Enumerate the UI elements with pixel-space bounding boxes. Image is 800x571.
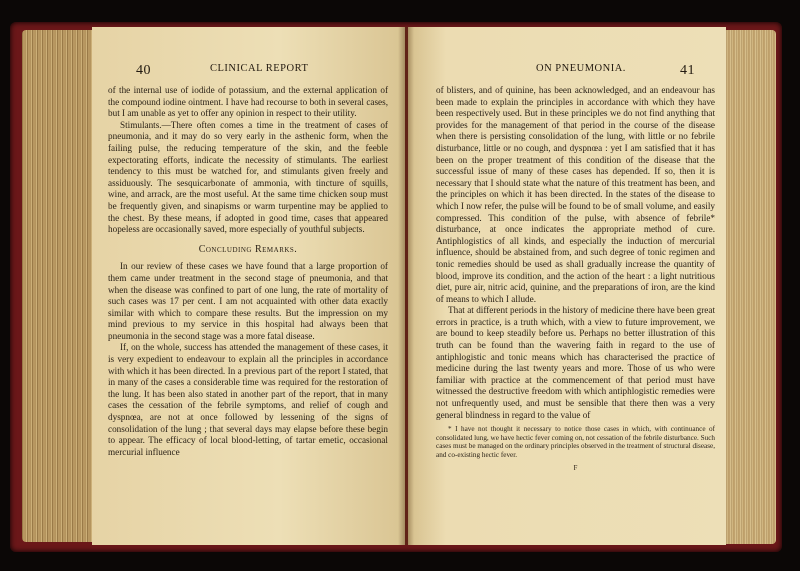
paragraph: of blisters, and of quinine, has been acknowledged, and an endeavour has been made to explain the principles in accordance with which they have been respectively used. But in these principles we do not find anything that provides for the management of that period in the course of the disease when there is persisting consolidation of the lung, with little or no febrile disturbance, little or no cough, and dyspnœa : yet I am satisfied that it has been on the proper treatment of this condition of the disease that the successful issue of many of these cases has depended. If so, then it is necessary that I should state what the nature of this treatment has been, and the principles on which it has been directed. In the states of the disease to which I now refer, the pulse will be found to be of small volume, and easily compressed. This condition of the pulse, with absence of febrile* disturbance, at once indicates the appropriate method of cure. Antiphlogistics of all kinds, and especially the induction of mercurial influence, should be abstained from, and such degree of tonic regimen and tonic remedies should be used as shall gradually increase the quantity of blood, improve its condition, and the action of the heart : a light nutritious diet, pure air, nitric acid, quinine, and the preparations of iron, are the kind of means to which I allude. <box>436 85 715 304</box>
left-page <box>92 27 405 545</box>
page-edges-left <box>22 30 94 542</box>
paragraph: of the internal use of iodide of potassium, and the external application of the compound iodine ointment. I have had recourse to both in several cases, but I am unable as yet to offer any opinion in respect to their utility. <box>108 85 388 119</box>
paragraph: Stimulants.—There often comes a time in the treatment of cases of pneumonia, and it may do so very early in the asthenic form, when the failing pulse, the reducing temperature of the skin, and the feeble expectorating efforts, indicate the necessity of stimulants. The earliest tendency to this must be watched for, and stimulants given freely and assiduously. The sesquicarbonate of ammonia, with tincture of squills, wine, and arrack, are the most useful. At the same time chicken soup must be frequently given, and sinapisms or warm turpentine may be applied to the chest. By these means, if adopted in good time, cases that appeared hopeless are occasionally saved, more especially of youthful subjects. <box>108 119 388 235</box>
left-body-text <box>108 85 388 458</box>
signature-mark: F <box>573 463 578 472</box>
paragraph: In our review of these cases we have found that a large proportion of them came under treatment in the second stage of pneumonia, and that when the disease was confined to part of one lung, the rate of mortality of such cases was 17 per cent. I am not acquainted with other data exactly similar with which to compare these results. But the impression on my mind previous to my service in this hospital had always been that pneumonia in the second stage was a more fatal disease. <box>108 261 388 341</box>
right-page <box>408 27 726 545</box>
section-title: Concluding Remarks. <box>198 243 298 255</box>
left-page-number: 40 <box>136 63 151 78</box>
paragraph: If, on the whole, success has attended the management of these cases, it is very expedient to endeavour to explain all the principles in accordance with which it has been directed. In a previous part of the report I stated, that in many of the cases a considerable time was required for the restoration of the lung. It has been also stated in another part of the report, that in many cases the cessation of the febrile symptoms, and relief of cough and dyspnœa, are not at once followed by lessening of the signs of consolidation of the lung ; that several days may elapse before these begin to appear. The efficacy of local blood-letting, of tartar emetic, occasional mercurial influence <box>108 342 388 457</box>
footnote: * I have not thought it necessary to notice those cases in which, with continuance of consolidated lung, we have hectic fever coming on, not cessation of the febrile disturbance. Such cases must be managed on the ordinary principles observed in the treatment of structural disease, and co-existing hectic fever. <box>436 425 715 459</box>
right-body-text <box>436 85 715 474</box>
right-running-head: ON PNEUMONIA. <box>536 63 626 74</box>
left-running-head: CLINICAL REPORT <box>210 63 309 74</box>
right-page-number: 41 <box>680 63 695 78</box>
page-edges-right <box>722 30 776 544</box>
paragraph: That at different periods in the history of medicine there have been great errors in practice, is a truth which, with a view to future improvement, we are bound to keep steadily before us. Perhaps no better illustration of this truth can be found than the wavering faith in regard to the use of antiphlogistic and tonic means which has characterised the practice of medicine during the last twenty years and more. Those of us who were familiar with practice at the commencement of that period must have witnessed the destructive freedom with which antiphlogistic remedies were not unfrequently used, and must be sensible that there then was a very general blindness in regard to the value of <box>436 305 715 420</box>
book-gutter <box>398 27 414 545</box>
